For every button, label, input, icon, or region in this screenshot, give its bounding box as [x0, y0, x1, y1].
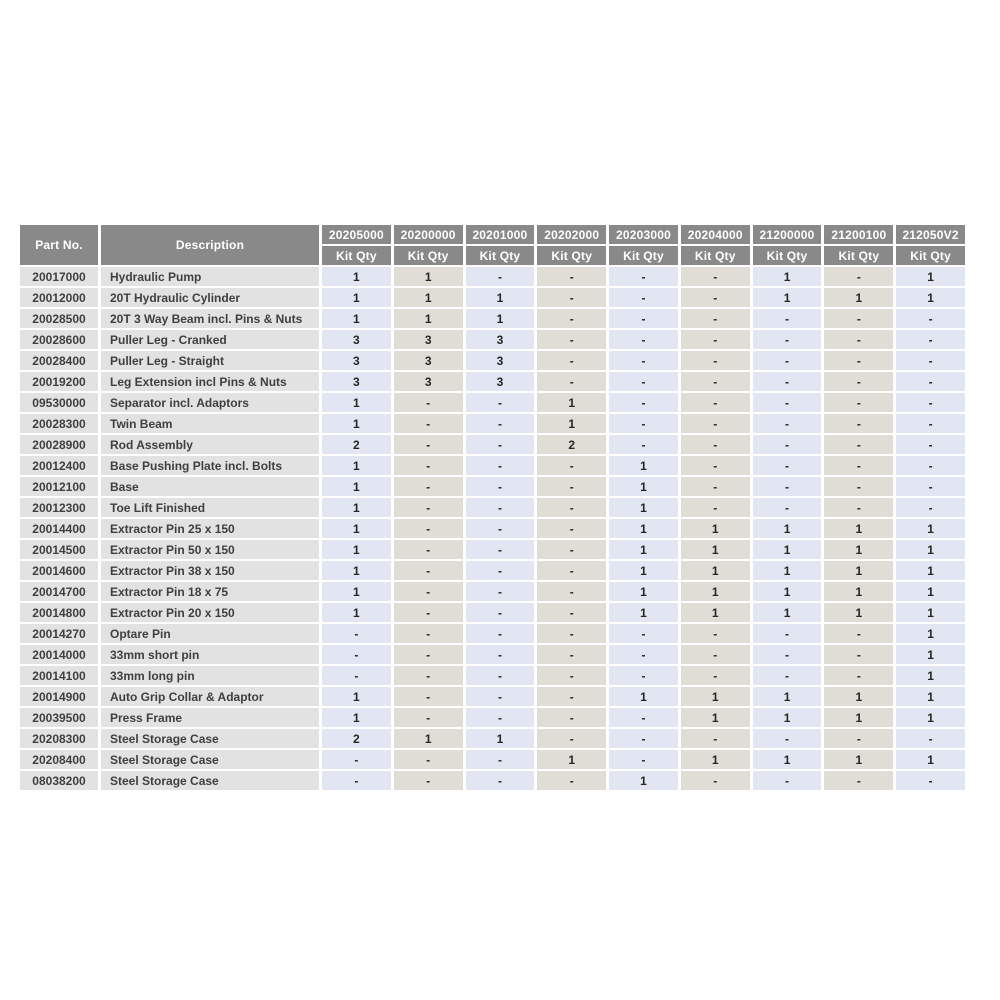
kit-qty-cell: 1	[609, 519, 678, 538]
kit-qty-cell: -	[394, 687, 463, 706]
kit-qty-cell: -	[824, 624, 893, 643]
kit-qty-cell: 1	[896, 624, 965, 643]
kit-qty-cell: -	[681, 372, 750, 391]
kit-qty-cell: -	[824, 666, 893, 685]
kit-qty-cell: -	[609, 624, 678, 643]
kit-qty-cell: -	[824, 456, 893, 475]
kit-qty-cell: 3	[466, 351, 535, 370]
part-no-cell: 20014600	[20, 561, 98, 580]
kit-qty-cell: 1	[609, 771, 678, 790]
kit-qty-cell: -	[824, 330, 893, 349]
kit-qty-cell: -	[466, 666, 535, 685]
kit-qty-cell: 1	[322, 393, 391, 412]
kit-qty-cell: -	[753, 435, 822, 454]
kit-qty-cell: -	[394, 498, 463, 517]
kit-qty-cell: -	[537, 498, 606, 517]
part-no-cell: 20208300	[20, 729, 98, 748]
kit-qty-cell: -	[537, 771, 606, 790]
kit-qty-cell: 1	[753, 267, 822, 286]
kit-qty-cell: -	[681, 729, 750, 748]
kit-qty-cell: -	[681, 309, 750, 328]
kit-qty-cell: -	[896, 771, 965, 790]
kit-qty-cell: 1	[322, 708, 391, 727]
kit-qty-cell: 1	[609, 540, 678, 559]
kit-qty-cell: -	[537, 330, 606, 349]
description-cell: Extractor Pin 38 x 150	[101, 561, 319, 580]
kit-qty-cell: -	[753, 309, 822, 328]
kit-qty-cell: 1	[466, 288, 535, 307]
kit-qty-cell: 1	[753, 582, 822, 601]
column-header-kit-21200100: 21200100	[824, 225, 893, 244]
description-cell: Optare Pin	[101, 624, 319, 643]
subheader-kit-qty-20204000: Kit Qty	[681, 246, 750, 265]
kit-qty-cell: 2	[537, 435, 606, 454]
subheader-kit-qty-21200000: Kit Qty	[753, 246, 822, 265]
part-no-cell: 20014900	[20, 687, 98, 706]
kit-qty-cell: -	[753, 414, 822, 433]
column-header-description: Description	[101, 225, 319, 265]
kit-qty-cell: -	[753, 477, 822, 496]
kit-qty-cell: -	[681, 351, 750, 370]
kit-qty-cell: 1	[322, 288, 391, 307]
kit-qty-cell: -	[681, 477, 750, 496]
kit-qty-cell: 1	[394, 729, 463, 748]
kit-qty-cell: 1	[753, 519, 822, 538]
kit-qty-cell: 1	[753, 708, 822, 727]
kit-qty-cell: 1	[824, 561, 893, 580]
description-cell: Base	[101, 477, 319, 496]
description-cell: Auto Grip Collar & Adaptor	[101, 687, 319, 706]
kit-qty-cell: -	[466, 582, 535, 601]
kit-qty-cell: -	[681, 456, 750, 475]
kit-qty-cell: 1	[896, 708, 965, 727]
kit-qty-cell: 1	[609, 687, 678, 706]
part-no-cell: 20012000	[20, 288, 98, 307]
kit-qty-cell: 1	[896, 540, 965, 559]
column-header-kit-20202000: 20202000	[537, 225, 606, 244]
description-cell: 20T Hydraulic Cylinder	[101, 288, 319, 307]
kit-qty-cell: 1	[681, 708, 750, 727]
part-no-cell: 20028300	[20, 414, 98, 433]
part-no-cell: 20028400	[20, 351, 98, 370]
kit-qty-cell: -	[609, 372, 678, 391]
kit-qty-cell: -	[394, 393, 463, 412]
kit-qty-cell: -	[466, 624, 535, 643]
kit-qty-cell: -	[824, 372, 893, 391]
part-no-cell: 20014100	[20, 666, 98, 685]
kit-qty-cell: 1	[753, 603, 822, 622]
kit-qty-cell: 1	[753, 288, 822, 307]
part-no-cell: 20039500	[20, 708, 98, 727]
kit-qty-cell: 1	[322, 456, 391, 475]
kit-qty-cell: 3	[466, 372, 535, 391]
kit-qty-cell: 1	[609, 582, 678, 601]
kit-qty-cell: 1	[322, 603, 391, 622]
part-no-cell: 20014270	[20, 624, 98, 643]
kit-qty-cell: 1	[609, 603, 678, 622]
kit-qty-cell: -	[537, 372, 606, 391]
description-cell: Rod Assembly	[101, 435, 319, 454]
kit-qty-cell: 1	[681, 519, 750, 538]
kit-qty-cell: -	[537, 624, 606, 643]
description-cell: Extractor Pin 25 x 150	[101, 519, 319, 538]
kit-qty-cell: -	[824, 267, 893, 286]
kit-qty-cell: -	[753, 624, 822, 643]
kit-qty-cell: -	[466, 414, 535, 433]
kit-qty-cell: -	[681, 330, 750, 349]
kit-qty-cell: -	[537, 456, 606, 475]
description-cell: Press Frame	[101, 708, 319, 727]
kit-qty-cell: -	[466, 603, 535, 622]
kit-qty-cell: -	[681, 624, 750, 643]
part-no-cell: 09530000	[20, 393, 98, 412]
kit-qty-cell: -	[753, 330, 822, 349]
kit-qty-cell: -	[466, 771, 535, 790]
kit-qty-cell: -	[896, 477, 965, 496]
kit-qty-cell: -	[394, 519, 463, 538]
kit-qty-cell: -	[466, 750, 535, 769]
kit-qty-cell: 1	[681, 750, 750, 769]
kit-qty-cell: -	[466, 519, 535, 538]
kit-qty-cell: 1	[896, 561, 965, 580]
kit-qty-cell: 1	[896, 645, 965, 664]
description-cell: Puller Leg - Straight	[101, 351, 319, 370]
kit-qty-cell: -	[537, 477, 606, 496]
description-cell: Hydraulic Pump	[101, 267, 319, 286]
kit-qty-cell: -	[681, 393, 750, 412]
kit-qty-cell: -	[609, 351, 678, 370]
kit-qty-cell: 1	[753, 561, 822, 580]
kit-qty-cell: 1	[681, 603, 750, 622]
kit-qty-cell: -	[824, 771, 893, 790]
subheader-kit-qty-20203000: Kit Qty	[609, 246, 678, 265]
kit-qty-cell: 1	[824, 708, 893, 727]
kit-qty-cell: -	[824, 477, 893, 496]
part-no-cell: 20014000	[20, 645, 98, 664]
description-cell: 20T 3 Way Beam incl. Pins & Nuts	[101, 309, 319, 328]
kit-qty-cell: -	[609, 309, 678, 328]
part-no-cell: 20208400	[20, 750, 98, 769]
kit-qty-cell: -	[466, 645, 535, 664]
kit-qty-cell: 1	[609, 498, 678, 517]
kit-qty-cell: 3	[394, 372, 463, 391]
kit-qty-cell: -	[609, 729, 678, 748]
kit-qty-cell: -	[896, 309, 965, 328]
kit-qty-cell: -	[466, 477, 535, 496]
part-no-cell: 20028500	[20, 309, 98, 328]
kit-qty-cell: -	[896, 498, 965, 517]
column-header-kit-20205000: 20205000	[322, 225, 391, 244]
description-cell: Steel Storage Case	[101, 750, 319, 769]
part-no-cell: 20019200	[20, 372, 98, 391]
kit-qty-cell: -	[681, 666, 750, 685]
kit-qty-cell: -	[609, 267, 678, 286]
kit-qty-cell: -	[609, 435, 678, 454]
kit-qty-cell: 3	[322, 351, 391, 370]
description-cell: 33mm short pin	[101, 645, 319, 664]
kit-qty-cell: -	[466, 708, 535, 727]
description-cell: Steel Storage Case	[101, 729, 319, 748]
kit-qty-cell: -	[466, 267, 535, 286]
kit-qty-cell: -	[609, 750, 678, 769]
kit-qty-cell: -	[394, 771, 463, 790]
kit-qty-cell: 1	[824, 540, 893, 559]
kit-qty-cell: -	[753, 393, 822, 412]
kit-qty-cell: -	[824, 393, 893, 412]
kit-qty-cell: 1	[322, 687, 391, 706]
kit-qty-cell: -	[394, 456, 463, 475]
kit-qty-cell: 1	[824, 288, 893, 307]
kit-qty-cell: 1	[896, 582, 965, 601]
description-cell: 33mm long pin	[101, 666, 319, 685]
kit-qty-cell: 1	[394, 288, 463, 307]
part-no-cell: 08038200	[20, 771, 98, 790]
kit-qty-cell: 1	[394, 309, 463, 328]
kit-qty-cell: -	[466, 456, 535, 475]
kit-qty-cell: 1	[322, 477, 391, 496]
kit-qty-cell: 1	[609, 561, 678, 580]
kit-qty-cell: -	[322, 750, 391, 769]
description-cell: Toe Lift Finished	[101, 498, 319, 517]
kit-qty-cell: -	[753, 666, 822, 685]
part-no-cell: 20014400	[20, 519, 98, 538]
kit-qty-cell: 1	[394, 267, 463, 286]
kit-qty-cell: 1	[322, 582, 391, 601]
subheader-kit-qty-20205000: Kit Qty	[322, 246, 391, 265]
kit-qty-cell: -	[537, 729, 606, 748]
kit-qty-cell: 1	[681, 582, 750, 601]
kit-qty-cell: -	[394, 624, 463, 643]
kit-qty-cell: 1	[466, 309, 535, 328]
kit-qty-cell: 1	[681, 561, 750, 580]
kit-qty-cell: -	[896, 729, 965, 748]
kit-qty-cell: -	[681, 498, 750, 517]
part-no-cell: 20017000	[20, 267, 98, 286]
kit-qty-cell: -	[753, 645, 822, 664]
kit-qty-cell: 1	[896, 519, 965, 538]
kit-qty-cell: 1	[896, 288, 965, 307]
kit-qty-cell: -	[681, 645, 750, 664]
kit-qty-cell: -	[394, 603, 463, 622]
kit-qty-cell: -	[394, 750, 463, 769]
kit-qty-cell: -	[537, 351, 606, 370]
kit-qty-cell: -	[681, 435, 750, 454]
kit-qty-cell: 1	[753, 687, 822, 706]
kit-qty-cell: -	[322, 771, 391, 790]
kit-qty-cell: -	[466, 561, 535, 580]
kit-qty-cell: 1	[322, 414, 391, 433]
kit-qty-cell: 3	[322, 330, 391, 349]
kit-qty-cell: 1	[681, 687, 750, 706]
subheader-kit-qty-20201000: Kit Qty	[466, 246, 535, 265]
kit-qty-cell: 1	[896, 603, 965, 622]
kit-qty-cell: -	[466, 540, 535, 559]
kit-qty-cell: 1	[609, 456, 678, 475]
description-cell: Twin Beam	[101, 414, 319, 433]
kit-qty-cell: 1	[824, 687, 893, 706]
kit-qty-cell: -	[537, 708, 606, 727]
kit-qty-cell: 1	[896, 687, 965, 706]
kit-qty-cell: -	[322, 645, 391, 664]
kit-qty-cell: 1	[322, 267, 391, 286]
column-header-kit-20203000: 20203000	[609, 225, 678, 244]
kit-qty-cell: 1	[537, 393, 606, 412]
kit-qty-cell: -	[681, 771, 750, 790]
description-cell: Extractor Pin 20 x 150	[101, 603, 319, 622]
kit-qty-cell: -	[394, 435, 463, 454]
kit-qty-cell: -	[753, 498, 822, 517]
kit-qty-cell: -	[896, 372, 965, 391]
kit-qty-cell: -	[824, 645, 893, 664]
kit-qty-cell: -	[394, 477, 463, 496]
kit-qty-cell: -	[394, 540, 463, 559]
kit-qty-cell: 1	[824, 603, 893, 622]
subheader-kit-qty-20202000: Kit Qty	[537, 246, 606, 265]
description-cell: Separator incl. Adaptors	[101, 393, 319, 412]
subheader-kit-qty-212050V2: Kit Qty	[896, 246, 965, 265]
kit-qty-cell: -	[609, 288, 678, 307]
column-header-kit-20204000: 20204000	[681, 225, 750, 244]
kit-qty-cell: 3	[322, 372, 391, 391]
kit-qty-cell: 3	[394, 330, 463, 349]
kit-qty-cell: -	[753, 456, 822, 475]
kit-qty-cell: -	[896, 456, 965, 475]
kit-qty-cell: -	[824, 435, 893, 454]
kit-qty-cell: -	[322, 666, 391, 685]
kit-qty-cell: 1	[537, 414, 606, 433]
kit-qty-cell: -	[609, 393, 678, 412]
kit-qty-cell: -	[753, 729, 822, 748]
description-cell: Steel Storage Case	[101, 771, 319, 790]
kit-qty-cell: -	[537, 687, 606, 706]
kit-qty-cell: -	[537, 288, 606, 307]
kit-qty-cell: -	[609, 330, 678, 349]
kit-qty-cell: 2	[322, 729, 391, 748]
kit-qty-cell: -	[824, 498, 893, 517]
kit-qty-cell: 1	[896, 267, 965, 286]
kit-qty-cell: -	[537, 267, 606, 286]
column-header-part-no: Part No.	[20, 225, 98, 265]
parts-kit-spec-sheet	[20, 225, 965, 790]
kit-qty-cell: -	[896, 393, 965, 412]
kit-qty-cell: -	[896, 435, 965, 454]
part-no-cell: 20012400	[20, 456, 98, 475]
kit-qty-cell: 1	[322, 309, 391, 328]
kit-qty-cell: -	[466, 498, 535, 517]
part-no-cell: 20014500	[20, 540, 98, 559]
kit-qty-cell: -	[753, 771, 822, 790]
kit-qty-cell: 1	[824, 750, 893, 769]
kit-qty-cell: -	[394, 561, 463, 580]
kit-qty-cell: -	[537, 540, 606, 559]
kit-qty-cell: 2	[322, 435, 391, 454]
kit-qty-cell: -	[824, 309, 893, 328]
kit-qty-cell: 1	[753, 540, 822, 559]
kit-qty-cell: -	[681, 288, 750, 307]
column-header-kit-20201000: 20201000	[466, 225, 535, 244]
column-header-kit-20200000: 20200000	[394, 225, 463, 244]
kit-qty-cell: -	[824, 414, 893, 433]
kit-qty-cell: -	[537, 582, 606, 601]
part-no-cell: 20014800	[20, 603, 98, 622]
kit-qty-cell: -	[609, 645, 678, 664]
kit-qty-cell: 1	[824, 582, 893, 601]
kit-qty-cell: -	[681, 267, 750, 286]
kit-qty-cell: -	[753, 372, 822, 391]
kit-qty-cell: 3	[394, 351, 463, 370]
kit-qty-cell: -	[537, 645, 606, 664]
kit-qty-cell: -	[537, 519, 606, 538]
subheader-kit-qty-20200000: Kit Qty	[394, 246, 463, 265]
kit-qty-cell: -	[609, 666, 678, 685]
kit-qty-cell: -	[609, 708, 678, 727]
kit-qty-cell: -	[466, 393, 535, 412]
kit-qty-cell: -	[609, 414, 678, 433]
kit-qty-cell: -	[394, 414, 463, 433]
column-header-kit-212050V2: 212050V2	[896, 225, 965, 244]
kit-qty-cell: -	[824, 729, 893, 748]
kit-qty-cell: 1	[322, 519, 391, 538]
kit-qty-cell: -	[394, 582, 463, 601]
description-cell: Extractor Pin 50 x 150	[101, 540, 319, 559]
subheader-kit-qty-21200100: Kit Qty	[824, 246, 893, 265]
kit-qty-cell: -	[896, 351, 965, 370]
kit-qty-cell: 1	[609, 477, 678, 496]
description-cell: Extractor Pin 18 x 75	[101, 582, 319, 601]
part-no-cell: 20012100	[20, 477, 98, 496]
kit-qty-cell: -	[753, 351, 822, 370]
kit-qty-cell: 1	[322, 498, 391, 517]
description-cell: Base Pushing Plate incl. Bolts	[101, 456, 319, 475]
part-no-cell: 20014700	[20, 582, 98, 601]
kit-qty-cell: -	[681, 414, 750, 433]
kit-qty-cell: 1	[896, 750, 965, 769]
kit-qty-cell: -	[896, 414, 965, 433]
kit-qty-cell: 1	[681, 540, 750, 559]
kit-quantity-table	[20, 225, 965, 790]
kit-qty-cell: -	[394, 645, 463, 664]
column-header-kit-21200000: 21200000	[753, 225, 822, 244]
kit-qty-cell: -	[537, 666, 606, 685]
part-no-cell: 20028600	[20, 330, 98, 349]
kit-qty-cell: -	[466, 687, 535, 706]
kit-qty-cell: -	[537, 561, 606, 580]
kit-qty-cell: -	[537, 603, 606, 622]
kit-qty-cell: 1	[537, 750, 606, 769]
kit-qty-cell: -	[466, 435, 535, 454]
kit-qty-cell: 1	[322, 540, 391, 559]
description-cell: Leg Extension incl Pins & Nuts	[101, 372, 319, 391]
kit-qty-cell: 1	[753, 750, 822, 769]
kit-qty-cell: -	[394, 666, 463, 685]
kit-qty-cell: 1	[896, 666, 965, 685]
kit-qty-cell: -	[322, 624, 391, 643]
part-no-cell: 20012300	[20, 498, 98, 517]
description-cell: Puller Leg - Cranked	[101, 330, 319, 349]
part-no-cell: 20028900	[20, 435, 98, 454]
kit-qty-cell: 1	[466, 729, 535, 748]
kit-qty-cell: -	[896, 330, 965, 349]
kit-qty-cell: -	[394, 708, 463, 727]
kit-qty-cell: 1	[824, 519, 893, 538]
kit-qty-cell: 1	[322, 561, 391, 580]
kit-qty-cell: -	[824, 351, 893, 370]
kit-qty-cell: 3	[466, 330, 535, 349]
kit-qty-cell: -	[537, 309, 606, 328]
